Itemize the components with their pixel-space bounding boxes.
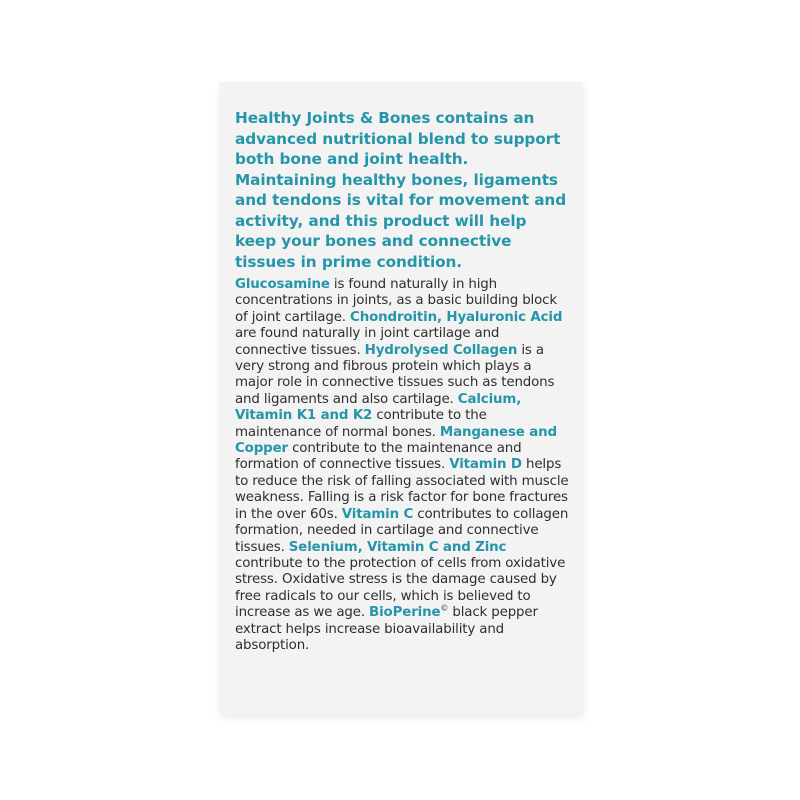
body-text-segment: contribute to the protection of cells from oxidative stress. Oxidative stress is the damage caused by free radicals to our cells, which is believed to increase as we age. xyxy=(235,555,566,621)
selenium-term: Selenium, Vitamin C and Zinc xyxy=(288,539,507,555)
body-text-segment: contributes to collagen formation, needed in cartilage and connective tissues. xyxy=(235,506,569,555)
vitamin-d-term: Vitamin D xyxy=(449,457,522,473)
bioperine-term: BioPerine xyxy=(369,605,441,621)
manganese-term: Manganese and Copper xyxy=(235,424,557,457)
vitamin-c-term: Vitamin C xyxy=(341,506,414,522)
ingredients-description xyxy=(235,277,570,654)
intro-heading: Healthy Joints & Bones contains an advanced nutritional blend to support both bone and joint health. Maintaining healthy bones, ligaments and tendons is vital for movement and activity, and this product will help keep your bones and connective tissues in prime condition. xyxy=(235,109,567,271)
body-text-segment: black pepper extract helps increase bioavailability and absorption. xyxy=(235,605,538,653)
product-info-card xyxy=(219,82,582,714)
body-text-segment: helps to reduce the risk of falling associated with muscle weakness. Falling is a risk factor for bone fractures in the over 60s. xyxy=(235,457,569,522)
body-text-segment: are found naturally in joint cartilage and connective tissues. xyxy=(235,326,500,358)
body-text-segment: is found naturally in high concentrations in joints, as a basic building block of joint cartilage. xyxy=(235,277,557,325)
glucosamine-term: Glucosamine xyxy=(235,277,330,292)
chondroitin-term: Chondroitin, Hyaluronic Acid xyxy=(350,309,563,325)
body-text-segment: is a very strong and fibrous protein which plays a major role in connective tissues such as tendons and ligaments and also cartilage. xyxy=(235,342,555,407)
body-text-segment: contribute to the maintenance of normal bones. xyxy=(235,408,487,440)
collagen-term: Hydrolysed Collagen xyxy=(364,342,518,358)
registered-mark: © xyxy=(440,603,449,613)
calcium-term: Calcium, Vitamin K1 and K2 xyxy=(235,391,522,424)
body-text-segment: contribute to the maintenance and formation of connective tissues. xyxy=(235,441,522,473)
